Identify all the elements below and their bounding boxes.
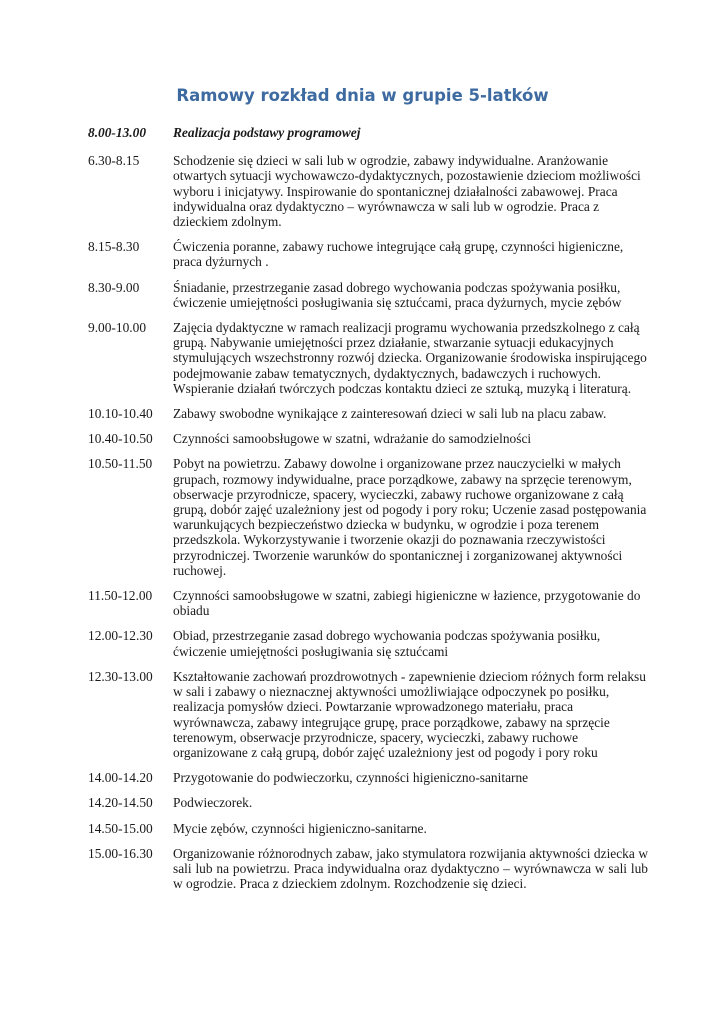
header-time: 8.00-13.00 [88, 125, 147, 140]
schedule-row [88, 153, 648, 229]
row-description: Przygotowanie do podwieczorku, czynności higieniczno-sanitarne [173, 770, 529, 786]
schedule-row [88, 431, 648, 446]
row-time: 12.00-12.30 [88, 628, 153, 644]
schedule-row [88, 588, 648, 618]
row-time: 8.30-9.00 [88, 279, 140, 295]
schedule-row [88, 821, 648, 836]
row-time: 15.00-16.30 [88, 845, 153, 861]
row-description: Zabawy swobodne wynikające z zainteresowań dzieci w sali lub na placu zabaw. [173, 406, 607, 422]
schedule-row [88, 770, 648, 785]
schedule-row [88, 795, 648, 810]
row-time: 14.00-14.20 [88, 770, 153, 786]
row-time: 11.50-12.00 [88, 588, 153, 604]
row-time: 14.20-14.50 [88, 795, 153, 811]
row-description: Podwieczorek. [173, 795, 253, 811]
schedule-row [88, 846, 648, 892]
row-description: Mycie zębów, czynności higieniczno-sanitarne. [173, 820, 427, 836]
schedule-row [88, 669, 648, 760]
row-description: Obiad, przestrzeganie zasad dobrego wychowania podczas spożywania posiłku, ćwiczenie umiejętności posługiwania się sztućcami [173, 628, 601, 659]
row-description: Czynności samoobsługowe w szatni, wdrażanie do samodzielności [173, 431, 532, 447]
row-description: Śniadanie, przestrzeganie zasad dobrego wychowania podczas spożywania posiłku, ćwiczenie umiejętności posługiwania się sztućcami, praca dyżurnych, mycie zębów [173, 279, 622, 310]
row-description: Ćwiczenia poranne, zabawy ruchowe integrujące całą grupę, czynności higieniczne, praca dyżurnych . [173, 239, 624, 270]
schedule-list [88, 125, 648, 901]
row-time: 10.10-10.40 [88, 406, 153, 422]
row-description: Zajęcia dydaktyczne w ramach realizacji programu wychowania przedszkolnego z całą grupą. Nabywanie umiejętności przez działanie, stwarzanie sytuacji edukacyjnych stymulujących wszechstronny rozwój dziecka. Organizowanie środowiska inspirującego podejmowanie zabaw tematycznych, dydaktycznych, badawczych i ruchowych. Wspieranie działań twórczych podczas kontaktu dzieci ze sztuką, muzyką i literaturą. [173, 320, 647, 396]
row-time: 14.50-15.00 [88, 820, 153, 836]
row-time: 10.50-11.50 [88, 456, 153, 472]
schedule-row [88, 406, 648, 421]
schedule-row [88, 280, 648, 310]
row-time: 10.40-10.50 [88, 431, 153, 447]
schedule-row [88, 320, 648, 396]
schedule-row [88, 239, 648, 269]
row-description: Czynności samoobsługowe w szatni, zabiegi higieniczne w łazience, przygotowanie do obiadu [173, 588, 641, 619]
schedule-header-row [88, 125, 648, 140]
row-time: 12.30-13.00 [88, 668, 153, 684]
row-description: Kształtowanie zachowań prozdrowotnych - zapewnienie dzieciom różnych form relaksu w sali i zabawy o nieznacznej aktywności umożliwiające odpoczynek po posiłku, realizacja pomysłów dzieci. Powtarzanie wprowadzonego materiału, praca wyrównawcza, zabawy integrujące grupę, prace porządkowe, zabawy na sprzęcie terenowym, obserwacje przyrodnicze, spacery, wycieczki, zabawy ruchowe organizowane z całą grupą, dobór zajęć uzależniony jest od pogody i pory roku [173, 668, 646, 760]
row-time: 6.30-8.15 [88, 153, 140, 169]
row-description: Organizowanie różnorodnych zabaw, jako stymulatora rozwijania aktywności dziecka w sali lub na powietrzu. Praca indywidualna oraz dydaktyczno – wyrównawcza w sali lub w ogrodzie. Praca z dzieckiem zdolnym. Rozchodzenie się dzieci. [173, 845, 648, 892]
schedule-row [88, 628, 648, 658]
row-description: Pobyt na powietrzu. Zabawy dowolne i organizowane przez nauczycielki w małych grupach, rozmowy indywidualne, prace porządkowe, zabawy na sprzęcie terenowym, obserwacje przyrodnicze, spacery, wycieczki, zabawy ruchowe organizowane z całą grupą, dobór zajęć uzależniony jest od pogody i pory roku; Uczenie zasad postępowania warunkujących bezpieczeństwo dziecka w budynku, w ogrodzie i poza terenem przedszkola. Wykorzystywanie i tworzenie okazji do poznawania rzeczywistości przyrodniczej. Tworzenie warunków do spontanicznej i zorganizowanej aktywności ruchowej. [173, 456, 647, 578]
schedule-row [88, 456, 648, 578]
header-description: Realizacja podstawy programowej [173, 125, 361, 140]
page-title: Ramowy rozkład dnia w grupie 5-latków [176, 86, 549, 105]
row-description: Schodzenie się dzieci w sali lub w ogrodzie, zabawy indywidualne. Aranżowanie otwartych sytuacji wychowawczo-dydaktycznych, pozostawienie dzieciom możliwości wyboru i inicjatywy. Inspirowanie do spontanicznej działalności zabawowej. Praca indywidualna oraz dydaktyczno – wyrównawcza w sali lub w ogrodzie. Praca z dzieckiem zdolnym. [173, 153, 641, 230]
row-time: 9.00-10.00 [88, 320, 147, 336]
row-time: 8.15-8.30 [88, 239, 140, 255]
